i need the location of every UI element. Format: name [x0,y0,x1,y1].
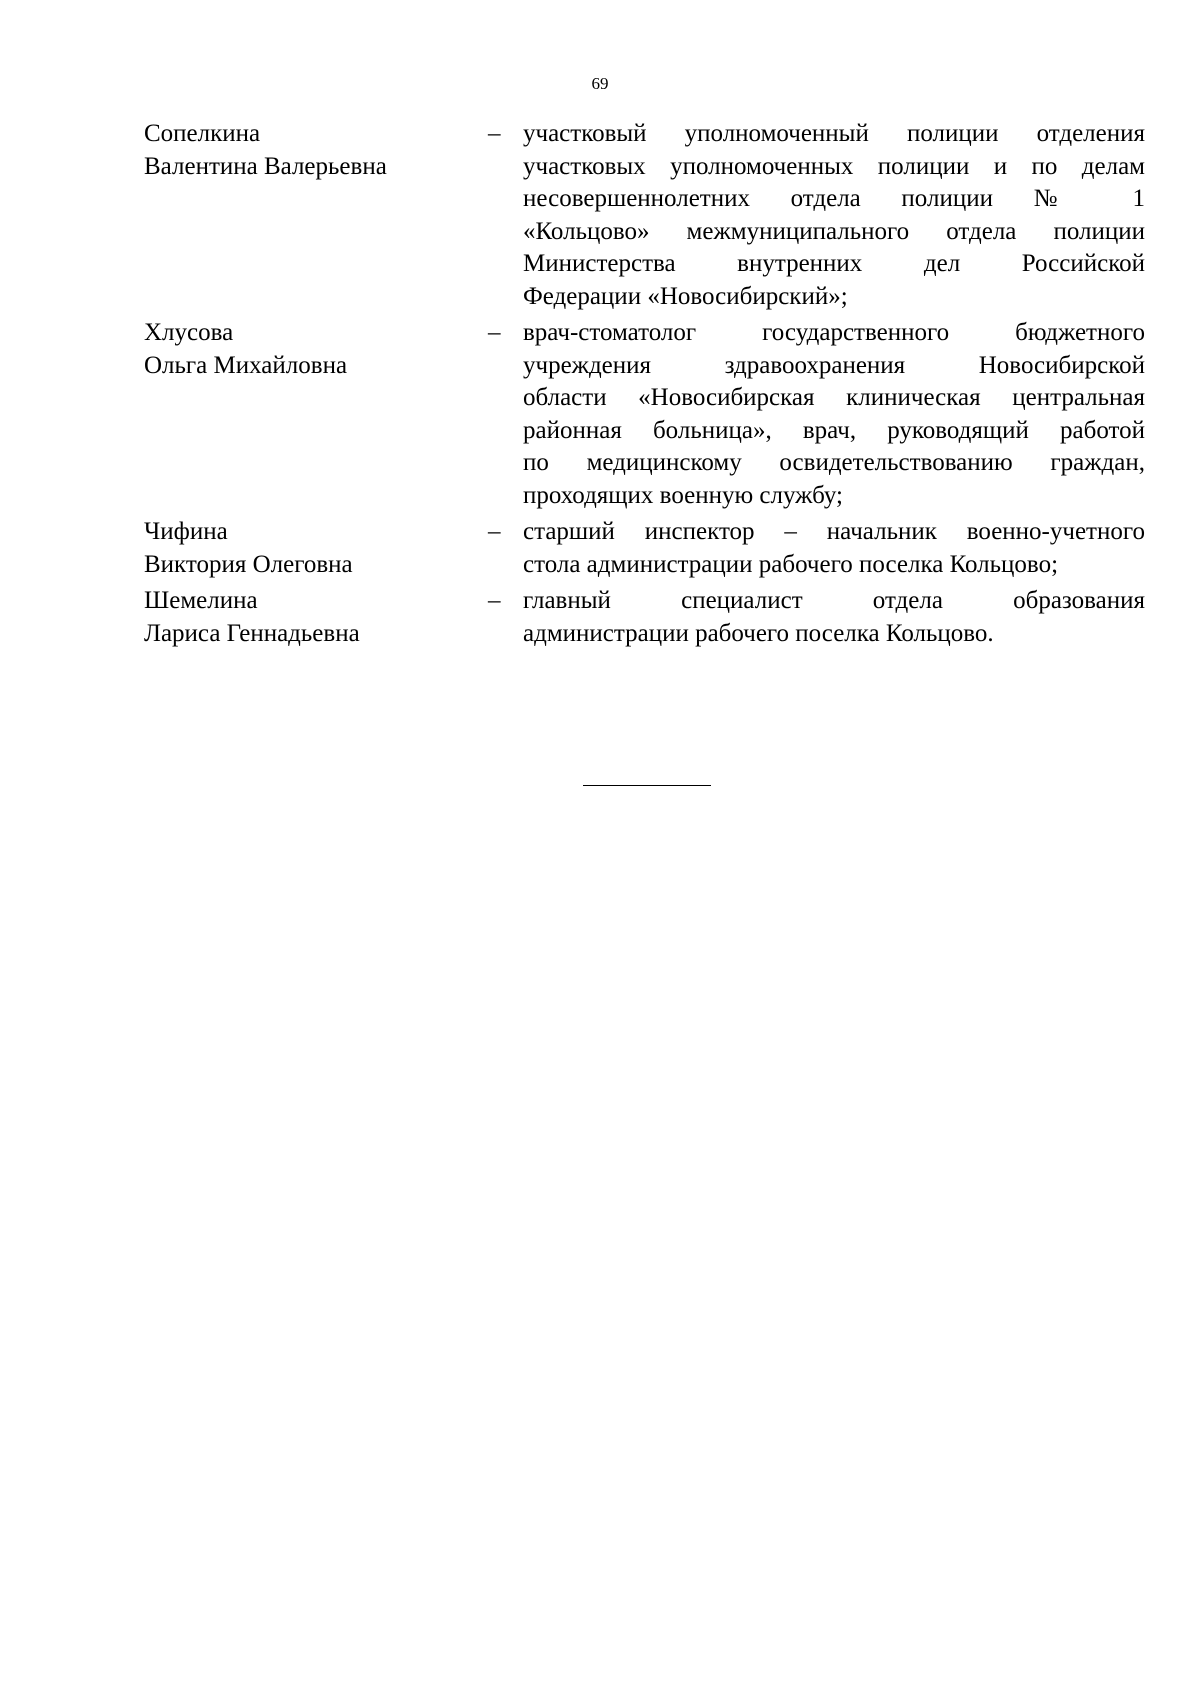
position-line: несовершеннолетних отдела полиции № 1 [523,185,1145,212]
member-given-names: Лариса Геннадьевна [144,619,360,647]
member-surname: Шемелина [144,587,258,614]
position-line: учреждения здравоохранения Новосибирской [523,351,1145,379]
committee-roster [144,118,1145,654]
separator-dash: – [488,587,501,614]
separator-dash: – [488,518,501,545]
separator-dash: – [488,120,501,147]
member-position [523,118,1145,313]
position-line: старший инспектор – начальник военно-учетного [523,518,1145,545]
position-line: «Кольцово» межмуниципального отдела полиции [523,217,1145,245]
roster-entry [144,317,1145,512]
member-given-names: Валентина Валерьевна [144,152,387,180]
position-line: главный специалист отдела образования [523,587,1145,614]
member-surname: Сопелкина [144,120,261,147]
position-line: области «Новосибирская клиническая центральная [523,384,1145,411]
member-position [523,516,1145,581]
member-surname: Хлусова [144,319,234,346]
roster-entry [144,516,1145,581]
member-given-names: Виктория Олеговна [144,550,353,578]
position-line: стола администрации рабочего поселка Кольцово; [523,550,1059,578]
page-number: 69 [591,74,609,93]
member-given-names: Ольга Михайловна [144,351,348,379]
document-end-rule [583,785,711,786]
position-line: Федерации «Новосибирский»; [523,282,848,310]
position-line: администрации рабочего поселка Кольцово. [523,619,994,647]
position-line: врач-стоматолог государственного бюджетного [523,319,1145,346]
position-line: районная больница», врач, руководящий работой [523,416,1145,444]
member-position [523,317,1145,512]
member-name [144,118,488,183]
position-line: участковых уполномоченных полиции и по делам [523,152,1145,180]
member-position [523,585,1145,650]
member-name [144,317,488,382]
member-name [144,585,488,650]
member-name [144,516,488,581]
separator-dash: – [488,319,501,346]
position-line: по медицинскому освидетельствованию граждан, [523,449,1145,476]
position-line: Министерства внутренних дел Российской [523,250,1145,277]
roster-entry [144,118,1145,313]
roster-entry [144,585,1145,650]
position-line: участковый уполномоченный полиции отделения [523,120,1145,147]
member-surname: Чифина [144,518,228,545]
position-line: проходящих военную службу; [523,481,843,509]
